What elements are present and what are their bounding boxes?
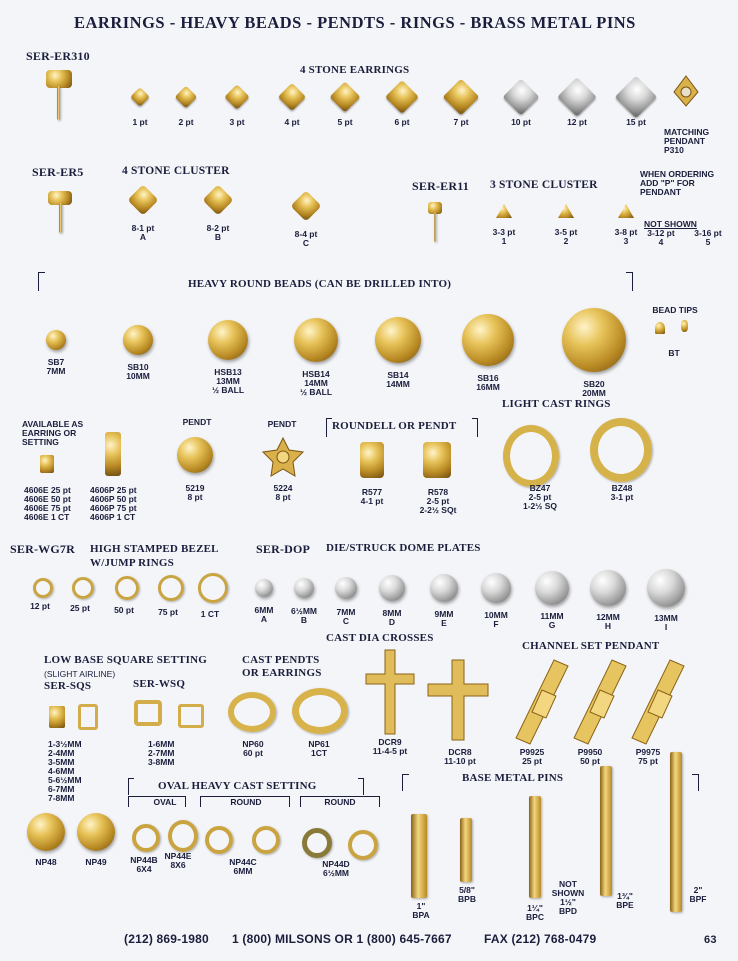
earring-4stone-label-2: 2 pt (178, 117, 194, 127)
ser-er11-stem (434, 212, 436, 242)
setting-np44e-label: NP44E 8X6 (164, 851, 192, 870)
heading-3-stone-cluster: 3 STONE CLUSTER (490, 179, 598, 191)
round-sub-bracket-1 (200, 796, 290, 807)
earring-4stone-label-10: 15 pt (626, 117, 646, 127)
not-shown-item-5: 3-16 pt 5 (694, 228, 722, 247)
dome-image-6 (481, 573, 511, 603)
cast-pendt-np60-image (228, 692, 276, 732)
pendant-5224-label: 5224 8 pt (273, 483, 293, 502)
dome-image-8 (590, 570, 626, 606)
pendt-label-2: PENDT (267, 419, 297, 429)
wsq-setting-image-1 (134, 700, 162, 726)
sqs-sizes: 1-3½MM 2-4MM 3-5MM 4-6MM 5-6½MM 6-7MM 7-8MM (48, 739, 82, 803)
cluster-post-stem (59, 203, 62, 233)
earring-4stone-label-3: 3 pt (229, 117, 245, 127)
bead-label-6: SB16 16MM (476, 373, 500, 392)
cross-dcr8-label: DCR8 11-10 pt (444, 747, 476, 766)
heading-4-stone-earrings: 4 STONE EARRINGS (300, 64, 410, 76)
page-title: EARRINGS - HEAVY BEADS - PENDTS - RINGS - BRASS METAL PINS (74, 13, 636, 32)
pendant-5219-label: 5219 8 pt (185, 483, 205, 502)
heading-high-stamped-bezel: HIGH STAMPED BEZEL W/JUMP RINGS (90, 543, 219, 569)
dome-image-2 (294, 578, 314, 598)
earring-4stone-image-4 (278, 83, 306, 111)
footer-fax: FAX (212) 768-0479 (484, 932, 597, 946)
dome-image-3 (335, 577, 357, 599)
setting-np44b-label: NP44B 6X4 (130, 855, 158, 874)
cluster3-image-2 (558, 204, 574, 218)
roundell-r577-label: R577 4-1 pt (360, 487, 384, 506)
earring-4stone-label-4: 4 pt (284, 117, 300, 127)
round-sub-label-2: ROUND (324, 797, 356, 807)
dome-image-5 (430, 574, 458, 602)
earring-4stone-image-5 (329, 81, 360, 112)
cluster3-label-1: 3-3 pt 1 (492, 227, 516, 246)
channel-pendant-image-1 (516, 660, 568, 744)
setting-np44c-image-2 (252, 826, 280, 854)
channel-pendant-label-3: P9975 75 pt (635, 747, 661, 766)
heading-light-cast-rings: LIGHT CAST RINGS (502, 398, 611, 410)
bead-label-3: HSB13 13MM ½ BALL (211, 367, 245, 395)
pendant-5219-image (177, 437, 213, 473)
pin-bpd-label: NOT SHOWN 1½" BPD (551, 879, 585, 916)
cluster3-image-3 (618, 204, 634, 218)
cross-dcr9-label: DCR9 11-4-5 pt (372, 737, 408, 756)
beads-bracket-right (626, 272, 633, 291)
bead-image-1 (46, 330, 66, 350)
ring-bz47-image (503, 425, 559, 487)
cluster4-image-2 (202, 184, 233, 215)
channel-pendant-label-2: P9950 50 pt (577, 747, 603, 766)
pin-bpb-label: 5/8" BPB (458, 885, 476, 904)
bead-tip-icon-2 (681, 320, 688, 332)
beads-bracket-left (38, 272, 45, 291)
earring-4stone-label-1: 1 pt (132, 117, 148, 127)
code-ser-sqs: SER-SQS (44, 680, 92, 692)
heading-base-metal-pins: BASE METAL PINS (462, 772, 564, 784)
roundell-r578-label: R578 2-5 pt 2-2½ SQt (419, 487, 457, 515)
matching-pendant-label: MATCHING PENDANT P310 (664, 127, 710, 155)
bead-tip-icon (655, 322, 665, 334)
dome-label-4: 8MM D (382, 608, 402, 627)
setting-np44c-label: NP44C 6MM (229, 857, 257, 876)
dome-image-7 (535, 571, 569, 605)
channel-pendant-image-3 (632, 660, 684, 744)
when-ordering-note: WHEN ORDERING ADD "P" FOR PENDANT (640, 169, 715, 197)
round-sub-label-1: ROUND (230, 797, 262, 807)
earring-4stone-image-8 (503, 79, 540, 116)
cast-pendt-np60-label: NP60 60 pt (242, 739, 264, 758)
pin-bpf-label: 2" BPF (689, 885, 707, 904)
round-sub-bracket-2 (300, 796, 380, 807)
code-ser-wsq: SER-WSQ (133, 678, 186, 690)
bezel-label-5: 1 CT (200, 609, 220, 619)
earring-4stone-image-10 (615, 76, 657, 118)
bead-image-5 (375, 317, 421, 363)
bt-label: BT (668, 348, 680, 358)
dome-label-8: 12MM H (596, 612, 620, 631)
roundell-r577-image (360, 442, 384, 478)
bezel-image-4 (158, 575, 184, 601)
cast-pendt-np61-image (292, 688, 348, 734)
cluster4-label-2: 8-2 pt B (206, 223, 230, 242)
code-ser-er310: SER-ER310 (26, 49, 90, 63)
heading-oval-heavy-cast: OVAL HEAVY CAST SETTING (158, 780, 317, 792)
heading-cast-pendts: CAST PENDTS OR EARRINGS (242, 654, 322, 679)
pins-bracket-right (692, 774, 699, 791)
not-shown-item-4: 3-12 pt 4 (647, 228, 675, 247)
wsq-setting-image-2 (178, 704, 204, 728)
setting-4606e-image (40, 455, 54, 473)
bezel-label-4: 75 pt (158, 607, 178, 617)
roundell-bracket-right (472, 418, 478, 437)
earring-4stone-label-6: 6 pt (394, 117, 410, 127)
earring-post-stem (57, 86, 60, 120)
heading-low-base-square: LOW BASE SQUARE SETTING (44, 654, 208, 666)
code-ser-wg7r: SER-WG7R (10, 542, 75, 556)
setting-np44b-image (132, 824, 160, 852)
cast-pendt-np61-label: NP61 1CT (308, 739, 330, 758)
dome-label-5: 9MM E (434, 609, 454, 628)
dome-image-4 (379, 575, 405, 601)
4606e-list: 4606E 25 pt 4606E 50 pt 4606E 75 pt 4606E 1 CT (24, 485, 71, 522)
pin-bpf-image (670, 752, 682, 912)
slight-airline-label: (SLIGHT AIRLINE) (44, 669, 116, 679)
setting-np44d-label: NP44D 6½MM (322, 859, 350, 878)
dome-label-6: 10MM F (484, 610, 508, 629)
cluster4-label-1: 8-1 pt A (131, 223, 155, 242)
4606p-list: 4606P 25 pt 4606P 50 pt 4606P 75 pt 4606P 1 CT (90, 485, 137, 522)
oval-bracket-right (358, 778, 364, 795)
earring-4stone-image-6 (385, 80, 419, 114)
oval-sub-label: OVAL (153, 797, 177, 807)
dome-label-7: 11MM G (540, 611, 564, 630)
code-ser-er11: SER-ER11 (412, 179, 469, 193)
setting-np44d-image-2 (348, 830, 378, 860)
bead-image-7 (562, 308, 626, 372)
setting-np49-image (77, 813, 115, 851)
bead-label-5: SB14 14MM (386, 370, 410, 389)
cluster3-label-3: 3-8 pt 3 (614, 227, 638, 246)
code-ser-dop: SER-DOP (256, 542, 311, 556)
dome-image-9 (647, 569, 685, 607)
pins-bracket-left (402, 774, 409, 791)
dome-label-2: 6½MM B (291, 606, 317, 625)
cluster4-image-1 (127, 184, 158, 215)
cluster3-image-1 (496, 204, 512, 218)
earring-4stone-image-7 (443, 79, 480, 116)
sqs-setting-image-1 (49, 706, 65, 728)
setting-np44d-image-1 (302, 828, 332, 858)
roundell-r578-image (423, 442, 451, 478)
dome-label-1: 6MM A (254, 605, 274, 624)
dome-label-3: 7MM C (336, 607, 356, 626)
channel-pendant-image-2 (574, 660, 626, 744)
heading-roundell-or-pendt: ROUNDELL OR PENDT (332, 420, 457, 432)
setting-np49-label: NP49 (85, 857, 107, 867)
bezel-label-3: 50 pt (114, 605, 134, 615)
heading-channel-set-pendant: CHANNEL SET PENDANT (522, 640, 660, 652)
wsq-sizes: 1-6MM 2-7MM 3-8MM (148, 739, 175, 767)
earring-4stone-image-3 (224, 84, 249, 109)
setting-np48-image (27, 813, 65, 851)
cluster3-label-2: 3-5 pt 2 (554, 227, 578, 246)
earring-4stone-label-8: 10 pt (511, 117, 531, 127)
earring-4stone-label-5: 5 pt (337, 117, 353, 127)
ring-bz48-label: BZ48 3-1 pt (610, 483, 634, 502)
earring-4stone-image-1 (130, 87, 150, 107)
setting-np44e-image (168, 820, 198, 852)
matching-pendant-image (674, 76, 698, 106)
bead-image-2 (123, 325, 153, 355)
bezel-image-1 (33, 578, 53, 598)
cross-dcr9-image (366, 650, 414, 734)
cluster4-label-3: 8-4 pt C (294, 229, 318, 248)
setting-np44c-image-1 (205, 826, 233, 854)
channel-pendant-label-1: P9925 25 pt (519, 747, 545, 766)
pin-bpe-image (600, 766, 612, 896)
bead-image-4 (294, 318, 338, 362)
earring-4stone-label-7: 7 pt (453, 117, 469, 127)
pin-bpb-image (460, 818, 472, 882)
footer-phone-1: (212) 869-1980 (124, 932, 209, 946)
bezel-label-2: 25 pt (70, 603, 90, 613)
footer-phone-2: 1 (800) MILSONS OR 1 (800) 645-7667 (232, 932, 452, 946)
bead-tips-label: BEAD TIPS (652, 305, 698, 315)
earring-4stone-label-9: 12 pt (567, 117, 587, 127)
bezel-label-1: 12 pt (30, 601, 50, 611)
pendant-5224-image (263, 438, 303, 476)
bead-label-4: HSB14 14MM ½ BALL (299, 369, 333, 397)
cluster4-image-3 (290, 190, 321, 221)
pin-bpe-label: 1¾" BPE (616, 891, 634, 910)
pin-bpc-label: 1¼" BPC (526, 903, 544, 922)
available-as-label: AVAILABLE AS EARRING OR SETTING (22, 419, 84, 447)
heading-heavy-round-beads: HEAVY ROUND BEADS (CAN BE DRILLED INTO) (188, 278, 452, 290)
earring-4stone-image-9 (557, 77, 597, 117)
earring-4stone-image-2 (175, 86, 198, 109)
sqs-setting-image-2 (78, 704, 98, 730)
dome-image-1 (255, 579, 273, 597)
pendt-label-1: PENDT (182, 417, 212, 427)
oval-bracket-left (128, 778, 134, 795)
code-ser-er5: SER-ER5 (32, 165, 84, 179)
setting-4606p-image (105, 432, 121, 476)
heading-cast-dia-crosses: CAST DIA CROSSES (326, 632, 434, 644)
bezel-image-5 (198, 573, 228, 603)
pin-bpa-image (411, 814, 427, 898)
bezel-image-2 (72, 577, 94, 599)
oval-sub-bracket (128, 796, 186, 807)
heading-dome-plates: DIE/STRUCK DOME PLATES (326, 542, 481, 554)
bezel-image-3 (115, 576, 139, 600)
ring-bz48-image (590, 418, 652, 482)
cross-dcr8-image (428, 660, 488, 740)
bead-label-2: SB10 10MM (126, 362, 150, 381)
pin-bpc-image (529, 796, 541, 898)
not-shown-label: NOT SHOWN (644, 219, 697, 229)
dome-label-9: 13MM I (654, 613, 678, 632)
heading-4-stone-cluster: 4 STONE CLUSTER (122, 165, 230, 177)
bead-label-7: SB20 20MM (582, 379, 606, 398)
page-number: 63 (704, 934, 717, 946)
bead-label-1: SB7 7MM (46, 357, 66, 376)
ring-bz47-label: BZ47 2-5 pt 1-2½ SQ (522, 483, 558, 511)
setting-np48-label: NP48 (35, 857, 57, 867)
bead-image-6 (462, 314, 514, 366)
bead-image-3 (208, 320, 248, 360)
pin-bpa-label: 1" BPA (412, 901, 430, 920)
